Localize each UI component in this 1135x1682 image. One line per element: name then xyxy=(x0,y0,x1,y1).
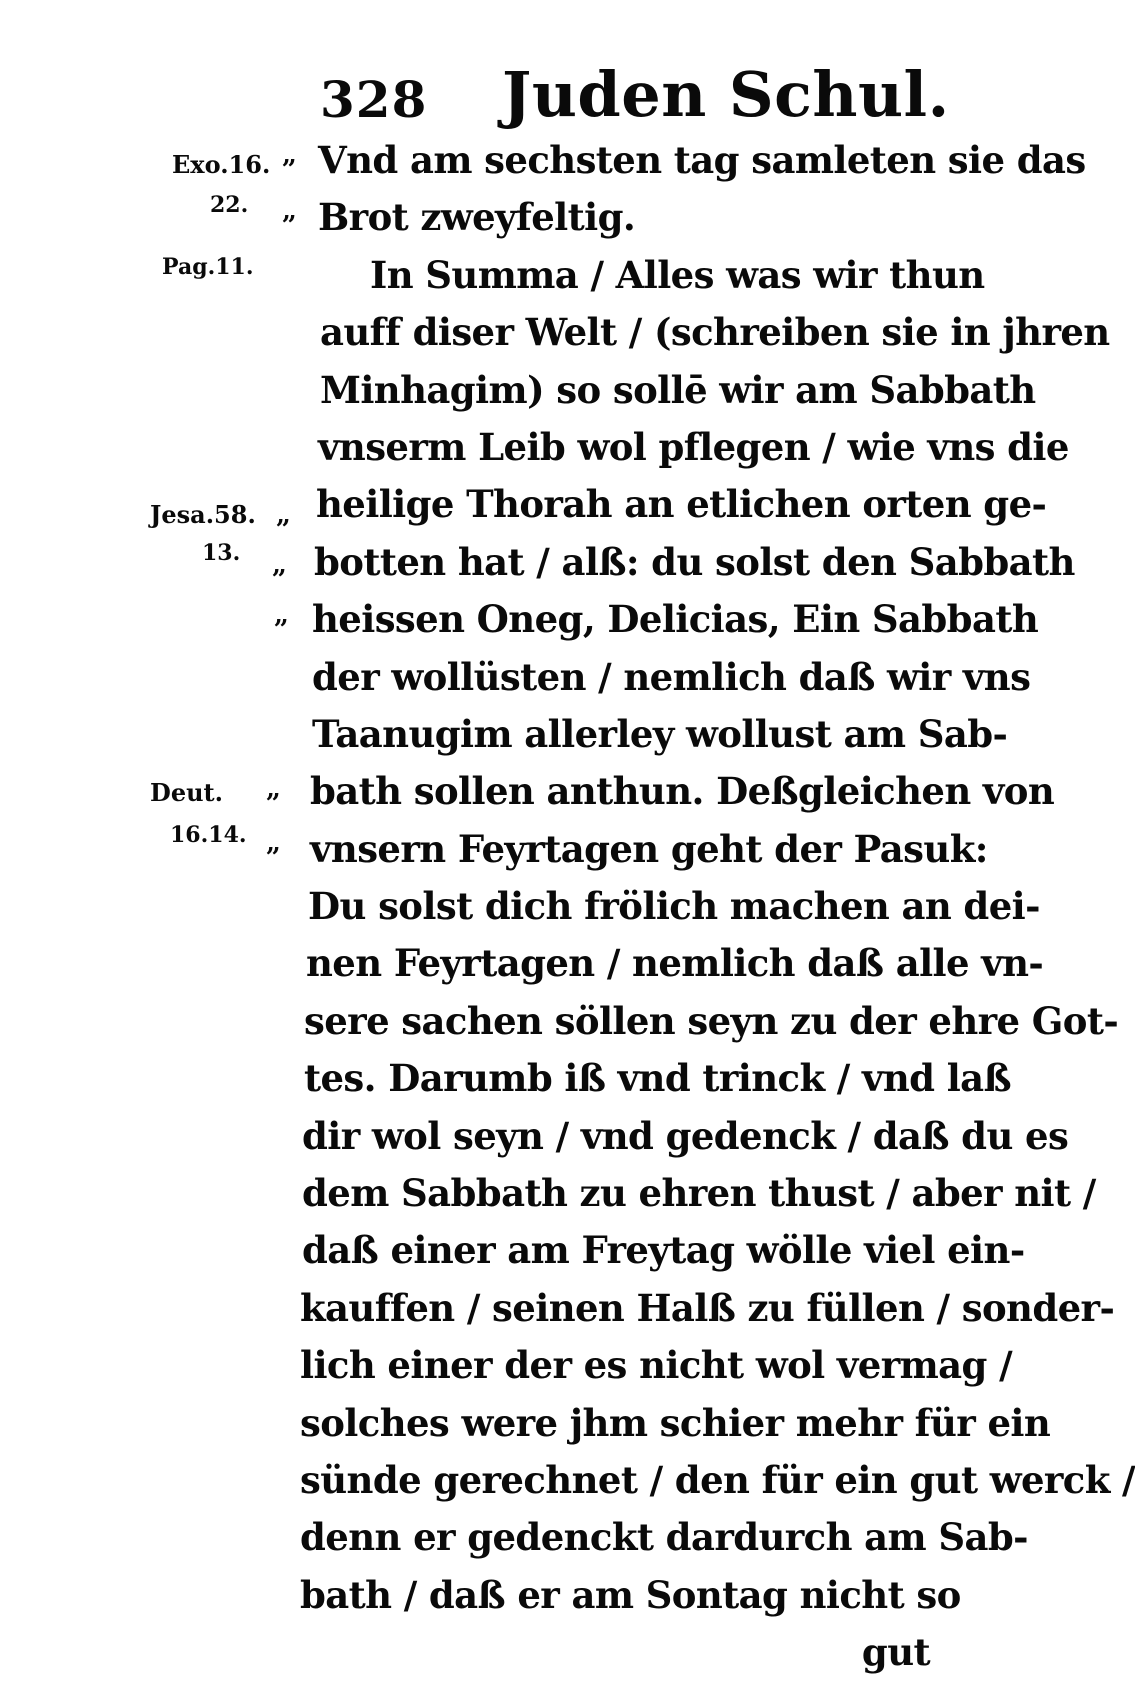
margin-note-exodus: Exo.16. xyxy=(172,150,271,179)
quote-mark: „ xyxy=(272,550,287,580)
margin-note-page: Pag.11. xyxy=(162,254,254,280)
text-line: vnsern Feyrtagen geht der Pasuk: xyxy=(310,826,988,871)
text-line: sere sachen söllen seyn zu der ehre Got- xyxy=(304,998,1119,1043)
text-line: heilige Thorah an etlichen orten ge- xyxy=(316,482,1047,527)
text-line: Brot zweyfeltig. xyxy=(318,195,636,240)
text-line: bath sollen anthun. Deßgleichen von xyxy=(310,769,1055,814)
text-line: tes. Darumb iß vnd trinck / vnd laß xyxy=(304,1056,1012,1101)
running-title: Juden Schul. xyxy=(502,58,950,131)
text-line: Du solst dich frölich machen an dei- xyxy=(308,884,1040,929)
margin-note-exodus-verse: 22. xyxy=(210,192,249,218)
quote-mark: „ xyxy=(274,600,289,630)
text-line: vnserm Leib wol pflegen / wie vns die xyxy=(318,424,1069,469)
text-line: Vnd am sechsten tag samleten sie das xyxy=(318,138,1086,182)
text-line: kauffen / seinen Halß zu füllen / sonder- xyxy=(300,1285,1115,1330)
text-line: botten hat / alß: du solst den Sabbath xyxy=(314,539,1075,584)
text-line: Minhagim) so sollē wir am Sabbath xyxy=(320,367,1036,412)
text-line: In Summa / Alles was wir thun xyxy=(370,252,985,297)
text-line: lich einer der es nicht wol vermag / xyxy=(300,1343,1013,1388)
page-header xyxy=(320,58,950,132)
body-text xyxy=(296,132,1135,1682)
page-number: 328 xyxy=(320,70,428,129)
quote-mark: „ xyxy=(282,196,297,226)
quote-mark: „ xyxy=(282,140,297,170)
text-line: dem Sabbath zu ehren thust / aber nit / xyxy=(302,1171,1096,1216)
text-line: daß einer am Freytag wölle viel ein- xyxy=(302,1228,1025,1273)
text-line: heissen Oneg, Delicias, Ein Sabbath xyxy=(312,597,1039,642)
text-line: nen Feyrtagen / nemlich daß alle vn- xyxy=(306,941,1044,986)
text-line: dir wol seyn / vnd gedenck / daß du es xyxy=(302,1113,1069,1158)
text-line: der wollüsten / nemlich daß wir vns xyxy=(312,654,1031,699)
margin-note-deuteronomy: Deut. xyxy=(150,778,223,807)
margin-note-isaiah-verse: 13. xyxy=(202,540,241,566)
text-line: Taanugim allerley wollust am Sab- xyxy=(312,711,1008,756)
text-line: bath / daß er am Sontag nicht so xyxy=(300,1572,961,1617)
quote-mark: „ xyxy=(276,500,291,530)
catchword: gut xyxy=(861,1630,930,1675)
text-line: solches were jhm schier mehr für ein xyxy=(300,1400,1051,1445)
margin-note-deuteronomy-verse: 16.14. xyxy=(170,822,247,848)
quote-mark: „ xyxy=(266,774,281,804)
margin-note-isaiah: Jesa.58. xyxy=(150,500,256,529)
text-line: auff diser Welt / (schreiben sie in jhren xyxy=(320,310,1110,355)
text-line: denn er gedenckt dardurch am Sab- xyxy=(300,1515,1028,1560)
quote-mark: „ xyxy=(266,828,281,858)
text-line: sünde gerechnet / den für ein gut werck / xyxy=(300,1457,1135,1502)
